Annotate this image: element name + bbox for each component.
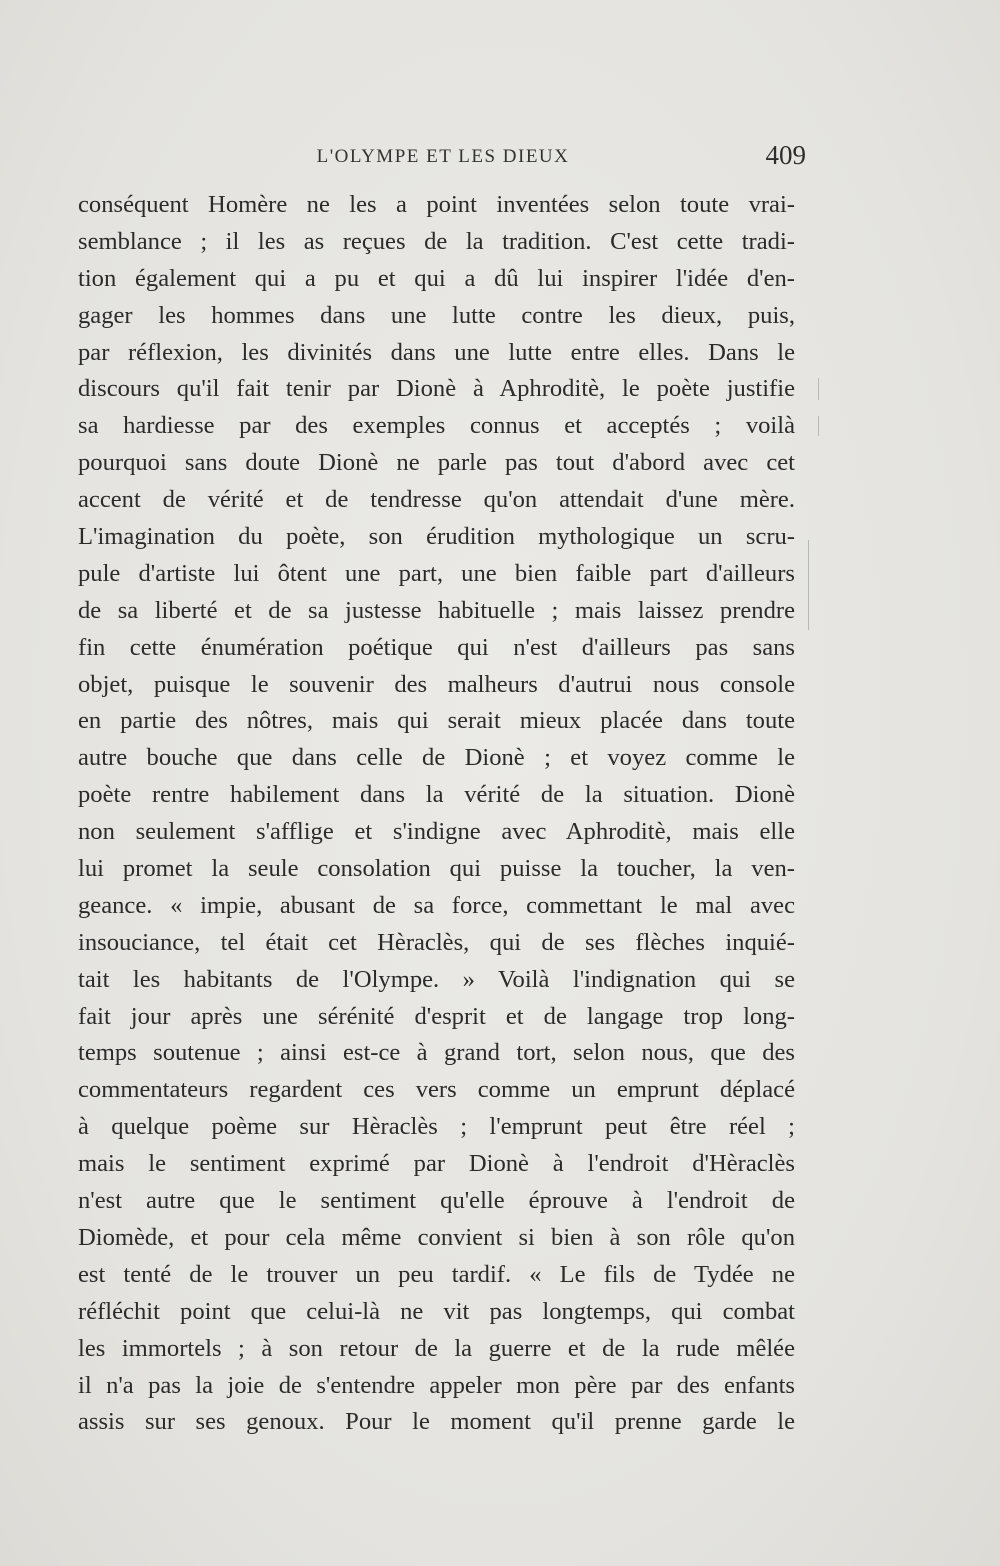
text-line: en partie des nôtres, mais qui serait mieux placée dans toute — [78, 707, 795, 735]
text-line: assis sur ses genoux. Pour le moment qu'il prenne garde le — [78, 1408, 795, 1436]
text-line: non seulement s'afflige et s'indigne avec Aphroditè, mais elle — [78, 818, 795, 846]
text-line: n'est autre que le sentiment qu'elle éprouve à l'endroit de — [78, 1187, 795, 1215]
margin-mark — [818, 416, 819, 436]
text-line: il n'a pas la joie de s'entendre appeler mon père par des enfants — [78, 1371, 795, 1399]
text-line: autre bouche que dans celle de Dionè ; et voyez comme le — [78, 744, 795, 772]
text-line: poète rentre habilement dans la vérité de la situation. Dionè — [78, 781, 795, 809]
text-line: par réflexion, les divinités dans une lutte entre elles. Dans le — [78, 338, 795, 366]
text-line: semblance ; il les as reçues de la tradition. C'est cette tradi- — [78, 227, 795, 255]
text-line: réfléchit point que celui-là ne vit pas longtemps, qui combat — [78, 1297, 795, 1325]
text-line: fin cette énumération poétique qui n'est d'ailleurs pas sans — [78, 633, 795, 661]
text-line: à quelque poème sur Hèraclès ; l'emprunt peut être réel ; — [78, 1113, 795, 1141]
text-line: lui promet la seule consolation qui puisse la toucher, la ven- — [78, 855, 795, 883]
text-line: insouciance, tel était cet Hèraclès, qui de ses flèches inquié- — [78, 928, 795, 956]
text-line: geance. « impie, abusant de sa force, commettant le mal avec — [78, 891, 795, 919]
text-line: mais le sentiment exprimé par Dionè à l'endroit d'Hèraclès — [78, 1150, 795, 1178]
text-line: temps soutenue ; ainsi est-ce à grand tort, selon nous, que des — [78, 1039, 795, 1067]
running-head — [78, 140, 806, 176]
margin-mark — [808, 540, 809, 630]
text-line: pourquoi sans doute Dionè ne parle pas tout d'abord avec cet — [78, 449, 795, 477]
text-line: conséquent Homère ne les a point inventées selon toute vrai- — [78, 191, 795, 218]
text-line: commentateurs regardent ces vers comme un emprunt déplacé — [78, 1076, 795, 1104]
text-line: pule d'artiste lui ôtent une part, une bien faible part d'ailleurs — [78, 559, 795, 587]
text-line: est tenté de le trouver un peu tardif. « Le fils de Tydée ne — [78, 1260, 795, 1288]
text-line: tait les habitants de l'Olympe. » Voilà l'indignation qui se — [78, 965, 795, 993]
text-line: accent de vérité et de tendresse qu'on attendait d'une mère. — [78, 486, 795, 514]
text-line: gager les hommes dans une lutte contre les dieux, puis, — [78, 301, 795, 329]
text-line: objet, puisque le souvenir des malheurs d'autrui nous console — [78, 670, 795, 698]
text-line: les immortels ; à son retour de la guerre et de la rude mêlée — [78, 1334, 795, 1362]
margin-mark — [818, 378, 819, 400]
text-line: sa hardiesse par des exemples connus et acceptés ; voilà — [78, 412, 795, 440]
text-line: discours qu'il fait tenir par Dionè à Aphroditè, le poète justifie — [78, 375, 795, 403]
body-text — [78, 187, 795, 1441]
text-line: L'imagination du poète, son érudition mythologique un scru- — [78, 523, 795, 551]
text-line: de sa liberté et de sa justesse habituelle ; mais laissez prendre — [78, 596, 795, 624]
text-line: tion également qui a pu et qui a dû lui inspirer l'idée d'en- — [78, 264, 795, 292]
running-title: L'OLYMPE ET LES DIEUX — [316, 146, 570, 167]
text-line: fait jour après une sérénité d'esprit et de langage trop long- — [78, 1002, 795, 1030]
text-line: Diomède, et pour cela même convient si bien à son rôle qu'on — [78, 1223, 795, 1251]
page-number: 409 — [765, 140, 806, 170]
